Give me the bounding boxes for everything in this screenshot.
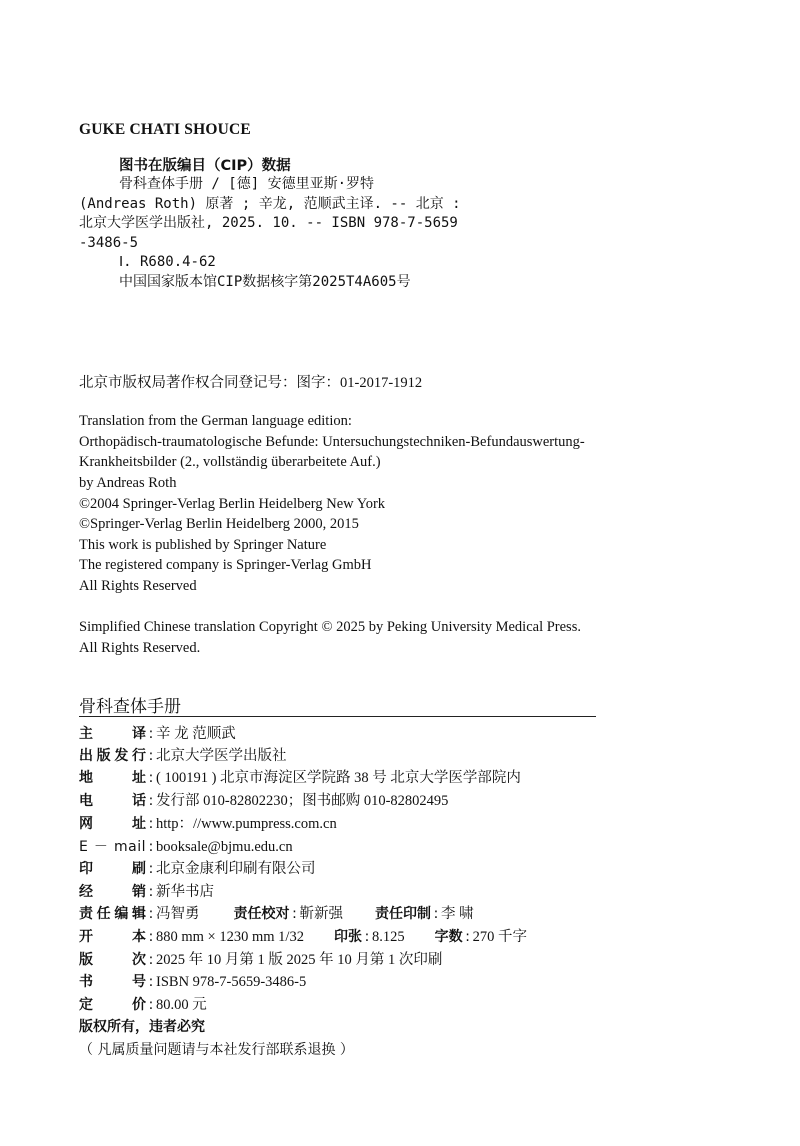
- phone-label: 电话: [79, 793, 146, 809]
- edition-label: 版次: [79, 952, 146, 968]
- edition-value: 2025 年 10 月第 1 版 2025 年 10 月第 1 次印刷: [156, 952, 443, 968]
- english-line: All Rights Reserved.: [79, 640, 201, 656]
- price-value: 80.00 元: [156, 997, 207, 1013]
- printer-row: 印刷 : 北京金康利印刷有限公司: [79, 859, 316, 880]
- edition-row: 版次 : 2025 年 10 月第 1 版 2025 年 10 月第 1 次印刷: [79, 950, 442, 971]
- publisher-row: 出版发行 : 北京大学医学出版社: [79, 746, 287, 767]
- book-title: 骨科查体手册: [79, 697, 181, 717]
- price-row: 定价 : 80.00 元: [79, 995, 207, 1016]
- pinyin-title: GUKE CHATI SHOUCE: [79, 121, 251, 138]
- english-line: The registered company is Springer-Verlag GmbH: [79, 557, 372, 573]
- address-value: ( 100191 ) 北京市海淀区学院路 38 号 北京大学医学部院内: [156, 770, 521, 786]
- format-row: 开本 : 880 mm × 1230 mm 1/32 印张 : 8.125 字数 : 270 千字: [79, 927, 527, 948]
- english-line: ©2004 Springer-Verlag Berlin Heidelberg New York: [79, 496, 386, 512]
- word-count-value: 270 千字: [472, 929, 527, 945]
- price-label: 定价: [79, 997, 146, 1013]
- sheets-value: 8.125: [371, 929, 405, 945]
- cip-line-4: -3486-5: [79, 235, 139, 251]
- distributor-label: 经销: [79, 884, 146, 900]
- format-label: 开本: [79, 929, 146, 945]
- phone-value: 发行部 010-82802230；图书邮购 010-82802495: [156, 793, 449, 809]
- print-manager-value: 李 啸: [441, 906, 474, 922]
- word-count-label: 字数: [434, 929, 463, 945]
- english-line: Translation from the German language edition:: [79, 413, 352, 429]
- distributor-row: 经销 : 新华书店: [79, 882, 214, 903]
- english-line: ©Springer-Verlag Berlin Heidelberg 2000, 2015: [79, 516, 359, 532]
- english-line: Krankheitsbilder (2., vollständig überarbeitete Auf.): [79, 454, 381, 470]
- english-line: by Andreas Roth: [79, 475, 177, 491]
- address-label: 地址: [79, 770, 146, 786]
- copyright-registration: 北京市版权局著作权合同登记号：图字：01-2017-1912: [79, 375, 423, 391]
- cip-line-1: 骨科查体手册 / [德] 安德里亚斯·罗特: [119, 176, 375, 192]
- printer-label: 印刷: [79, 861, 146, 877]
- responsibility-row: 责任编辑 : 冯智勇 责任校对 : 靳新强 责任印制 : 李 啸: [79, 904, 474, 925]
- cip-line-2: (Andreas Roth) 原著 ; 辛龙, 范顺武主译. -- 北京 :: [79, 196, 461, 212]
- english-line: Simplified Chinese translation Copyright © 2025 by Peking University Medical Press.: [79, 619, 581, 635]
- print-manager-label: 责任印制: [375, 906, 431, 922]
- title-rule: [79, 716, 596, 717]
- website-row: 网址 : http：//www.pumpress.com.cn: [79, 814, 337, 835]
- english-line: This work is published by Springer Nature: [79, 537, 327, 553]
- isbn-row: 书号 : ISBN 978-7-5659-3486-5: [79, 972, 306, 993]
- translator-row: 主译 : 辛 龙 范顺武: [79, 724, 236, 745]
- phone-row: 电话 : 发行部 010-82802230；图书邮购 010-82802495: [79, 791, 448, 812]
- proofreader-value: 靳新强: [299, 906, 343, 922]
- translator-value: 辛 龙 范顺武: [156, 726, 236, 742]
- translator-label: 主译: [79, 726, 146, 742]
- rights-statement: 版权所有，违者必究: [79, 1019, 205, 1035]
- isbn-value: ISBN 978-7-5659-3486-5: [156, 974, 307, 990]
- website-value: http：//www.pumpress.com.cn: [156, 816, 337, 832]
- cip-line-5: Ⅰ. R680.4-62: [119, 254, 216, 270]
- editor-value: 冯智勇: [156, 906, 200, 922]
- website-label: 网址: [79, 816, 146, 832]
- printer-value: 北京金康利印刷有限公司: [156, 861, 316, 877]
- return-notice: （ 凡属质量问题请与本社发行部联系退换 ）: [79, 1042, 354, 1058]
- proofreader-label: 责任校对: [233, 906, 290, 922]
- cip-heading: 图书在版编目（CIP）数据: [119, 158, 291, 174]
- cip-line-3: 北京大学医学出版社, 2025. 10. -- ISBN 978-7-5659: [79, 215, 458, 231]
- email-label: E － mail: [79, 839, 146, 855]
- publisher-label: 出版发行: [79, 748, 146, 764]
- publisher-value: 北京大学医学出版社: [156, 748, 287, 764]
- english-line: All Rights Reserved: [79, 578, 197, 594]
- email-row: E － mail : booksale@bjmu.edu.cn: [79, 837, 293, 858]
- email-value: booksale@bjmu.edu.cn: [156, 839, 293, 855]
- sheets-label: 印张: [333, 929, 362, 945]
- cip-line-6: 中国国家版本馆CIP数据核字第2025T4A605号: [119, 274, 411, 290]
- editor-label: 责任编辑: [79, 906, 146, 922]
- address-row: 地址 : ( 100191 ) 北京市海淀区学院路 38 号 北京大学医学部院内: [79, 768, 521, 789]
- english-line: Orthopädisch-traumatologische Befunde: Untersuchungstechniken-Befundauswertung-: [79, 434, 585, 450]
- isbn-label: 书号: [79, 974, 146, 990]
- format-value: 880 mm × 1230 mm 1/32: [156, 929, 304, 945]
- distributor-value: 新华书店: [156, 884, 214, 900]
